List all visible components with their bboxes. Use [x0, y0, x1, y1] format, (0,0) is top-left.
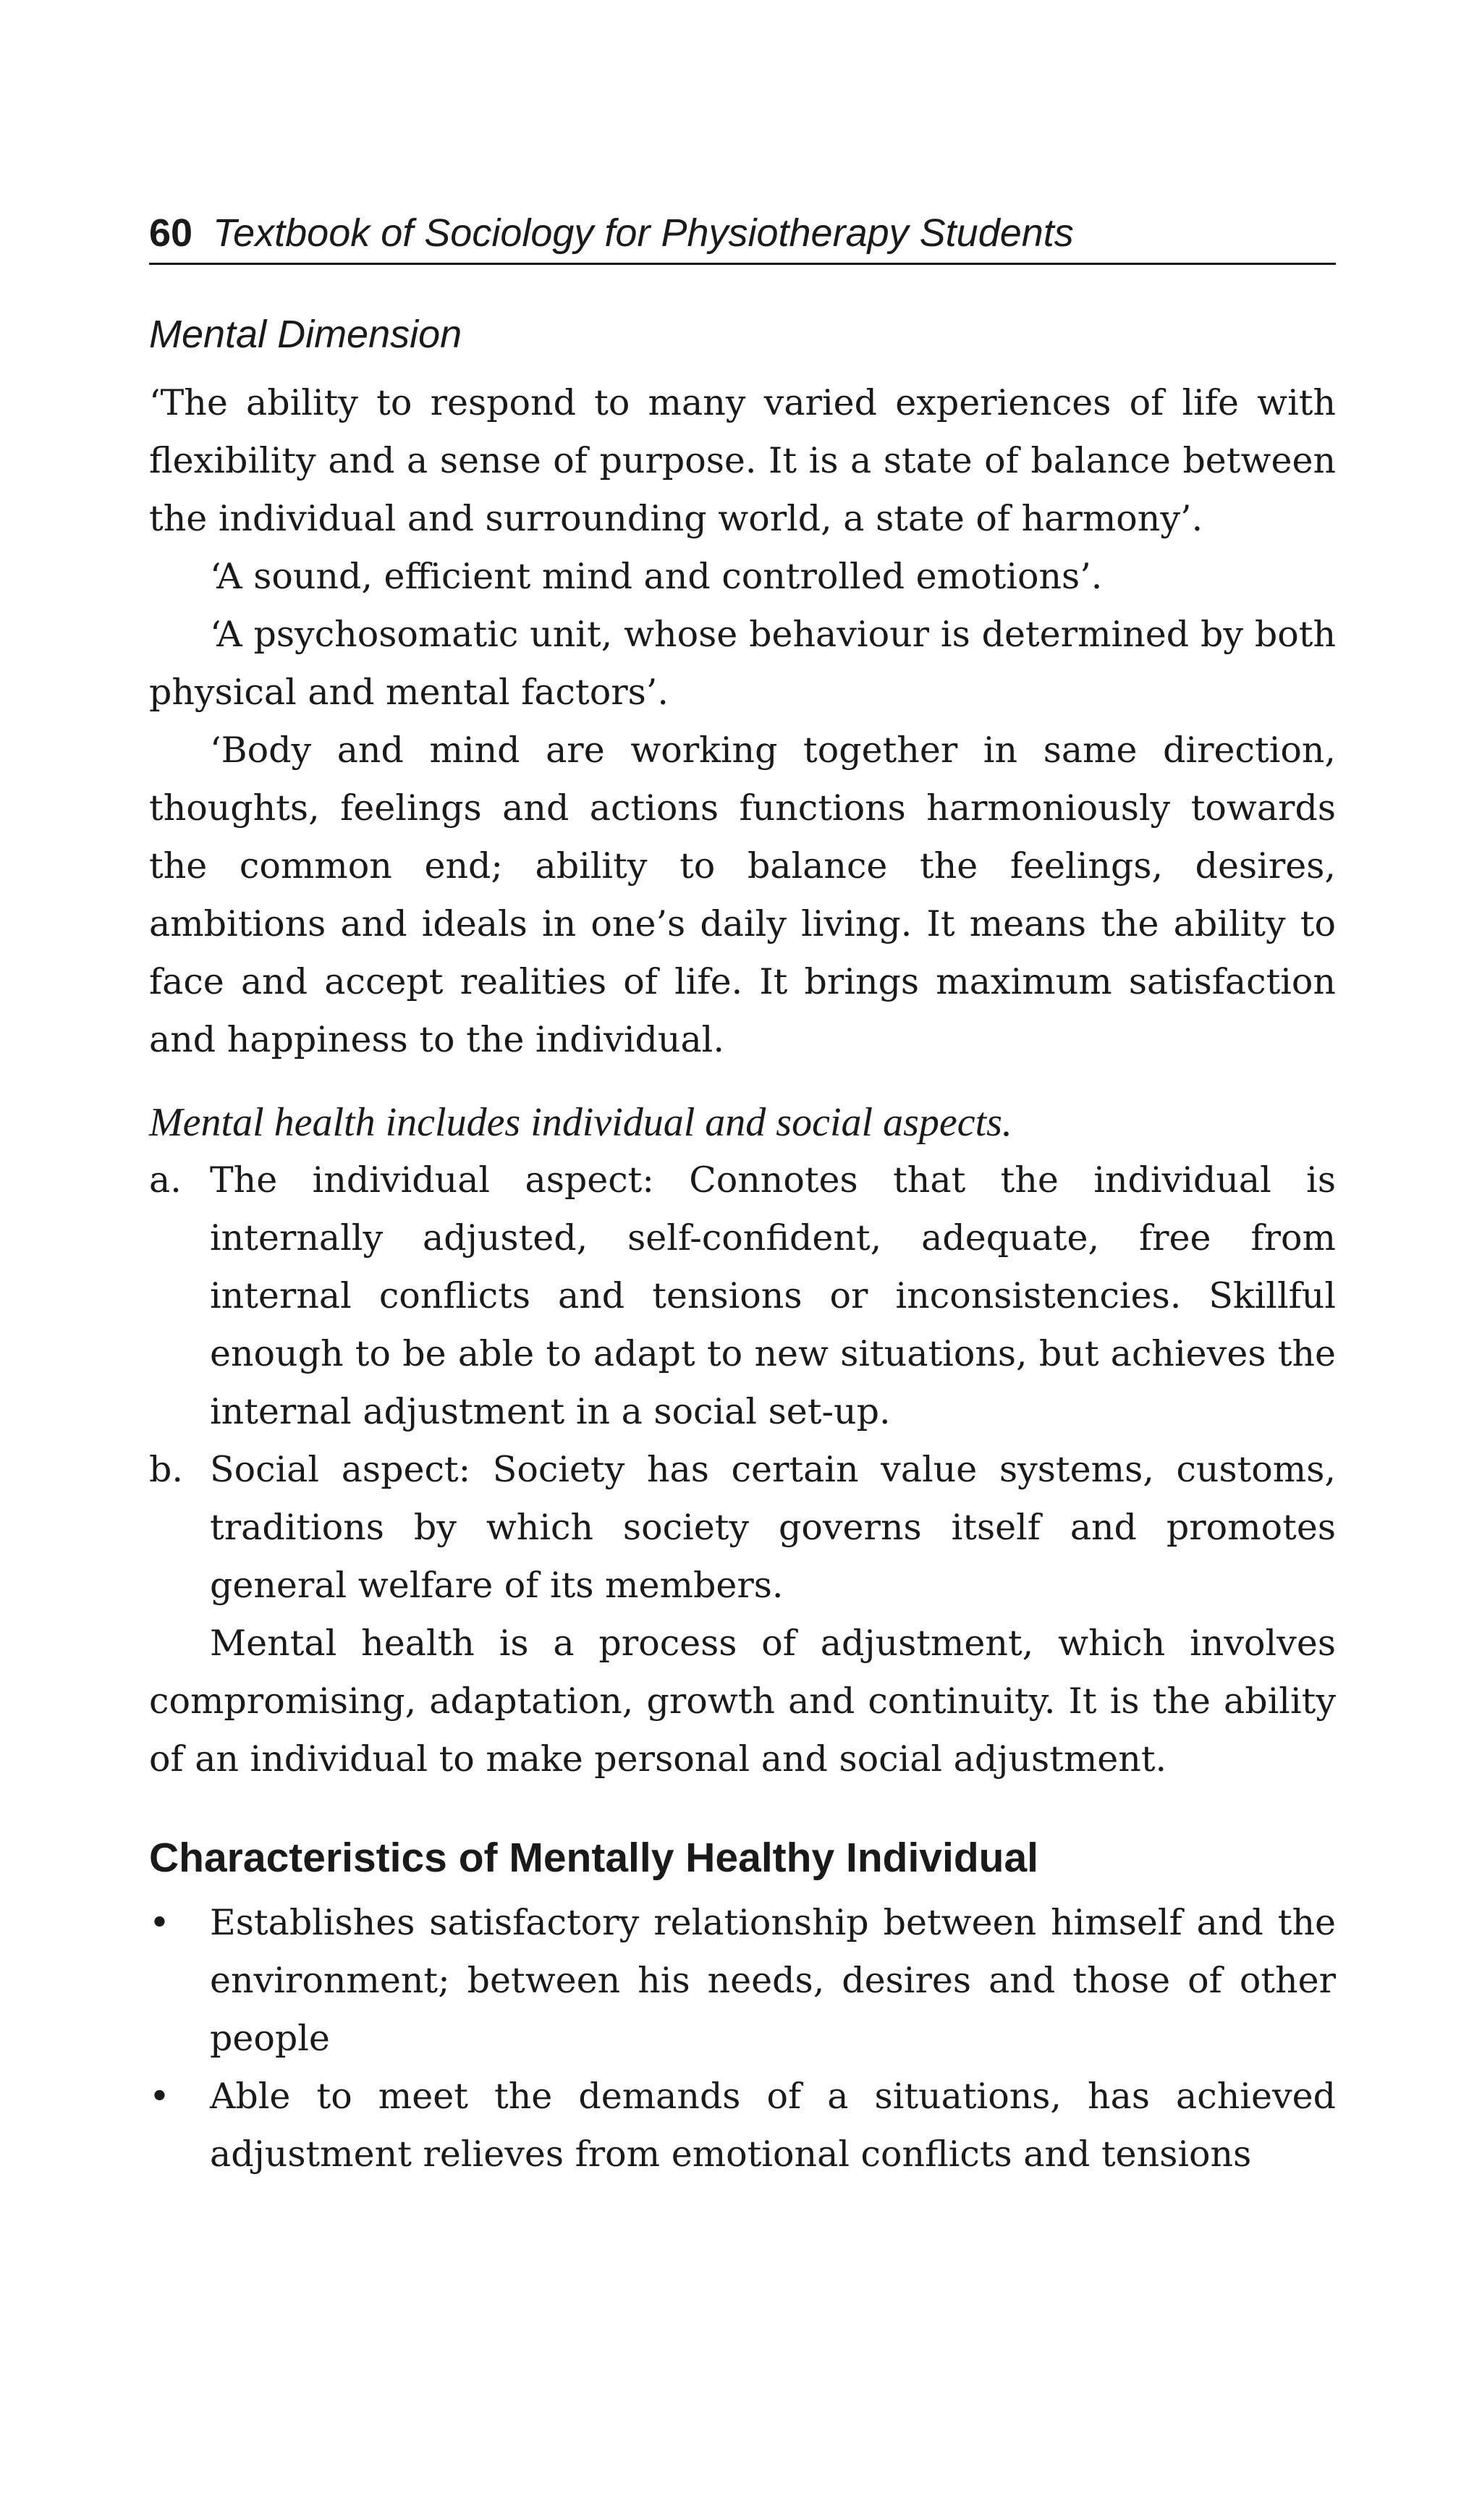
adjustment-paragraph: Mental health is a process of adjustment, which involves compromising, adaptation, growth and continuity. It is the ability of an individual to make personal and social adjustment.: [149, 1622, 1336, 1780]
definition-paragraph-3: ‘A psychosomatic unit, whose behaviour is determined by both physical and mental factors’.: [149, 613, 1336, 713]
mental-dimension-heading: Mental Dimension: [149, 312, 462, 356]
characteristic-text: Establishes satisfactory relationship between himself and the environment; between his needs, desires and those of other people: [210, 1901, 1336, 2059]
characteristic-text: Able to meet the demands of a situations, has achieved adjustment relieves from emotional conflicts and tensions: [210, 2075, 1336, 2175]
list-marker: a.: [149, 1159, 182, 1201]
social-aspect-text: Social aspect: Society has certain value systems, customs, traditions by which society governs itself and promotes general welfare of its members.: [210, 1448, 1336, 1606]
book-page: [149, 210, 1336, 2183]
running-head: [149, 210, 1336, 265]
definition-paragraph-4: ‘Body and mind are working together in same direction, thoughts, feelings and actions functions harmoniously towards the common end; ability to balance the feelings, desires, ambitions and ideals in one’s daily living. It means the ability to face and accept realities of life. It brings maximum satisfaction and happiness to the individual.: [149, 729, 1336, 1060]
aspects-list: [149, 1151, 1336, 1615]
list-marker: b.: [149, 1448, 183, 1490]
bullet-icon: •: [149, 2075, 170, 2117]
bullet-icon: •: [149, 1901, 170, 1943]
aspects-intro: Mental health includes individual and social aspects.: [149, 1099, 1012, 1145]
individual-aspect-text: The individual aspect: Connotes that the individual is internally adjusted, self-confident, adequate, free from internal conflicts and tensions or inconsistencies. Skillful enough to be able to adapt to new situations, but achieves the internal adjustment in a social set-up.: [210, 1159, 1336, 1432]
characteristics-list: [149, 1894, 1336, 2183]
list-item: [149, 1894, 1336, 2068]
list-item: [149, 1441, 1336, 1615]
list-item: [149, 1151, 1336, 1441]
definition-paragraph-1: ‘The ability to respond to many varied experiences of life with flexibility and a sense of purpose. It is a state of balance between the individual and surrounding world, a state of harmony’.: [149, 381, 1336, 539]
characteristics-heading: Characteristics of Mentally Healthy Individual: [149, 1834, 1039, 1881]
definition-paragraph-2: ‘A sound, efficient mind and controlled emotions’.: [210, 555, 1103, 597]
page-number: 60: [149, 211, 193, 255]
book-title: Textbook of Sociology for Physiotherapy Students: [213, 211, 1074, 255]
list-item: [149, 2068, 1336, 2183]
